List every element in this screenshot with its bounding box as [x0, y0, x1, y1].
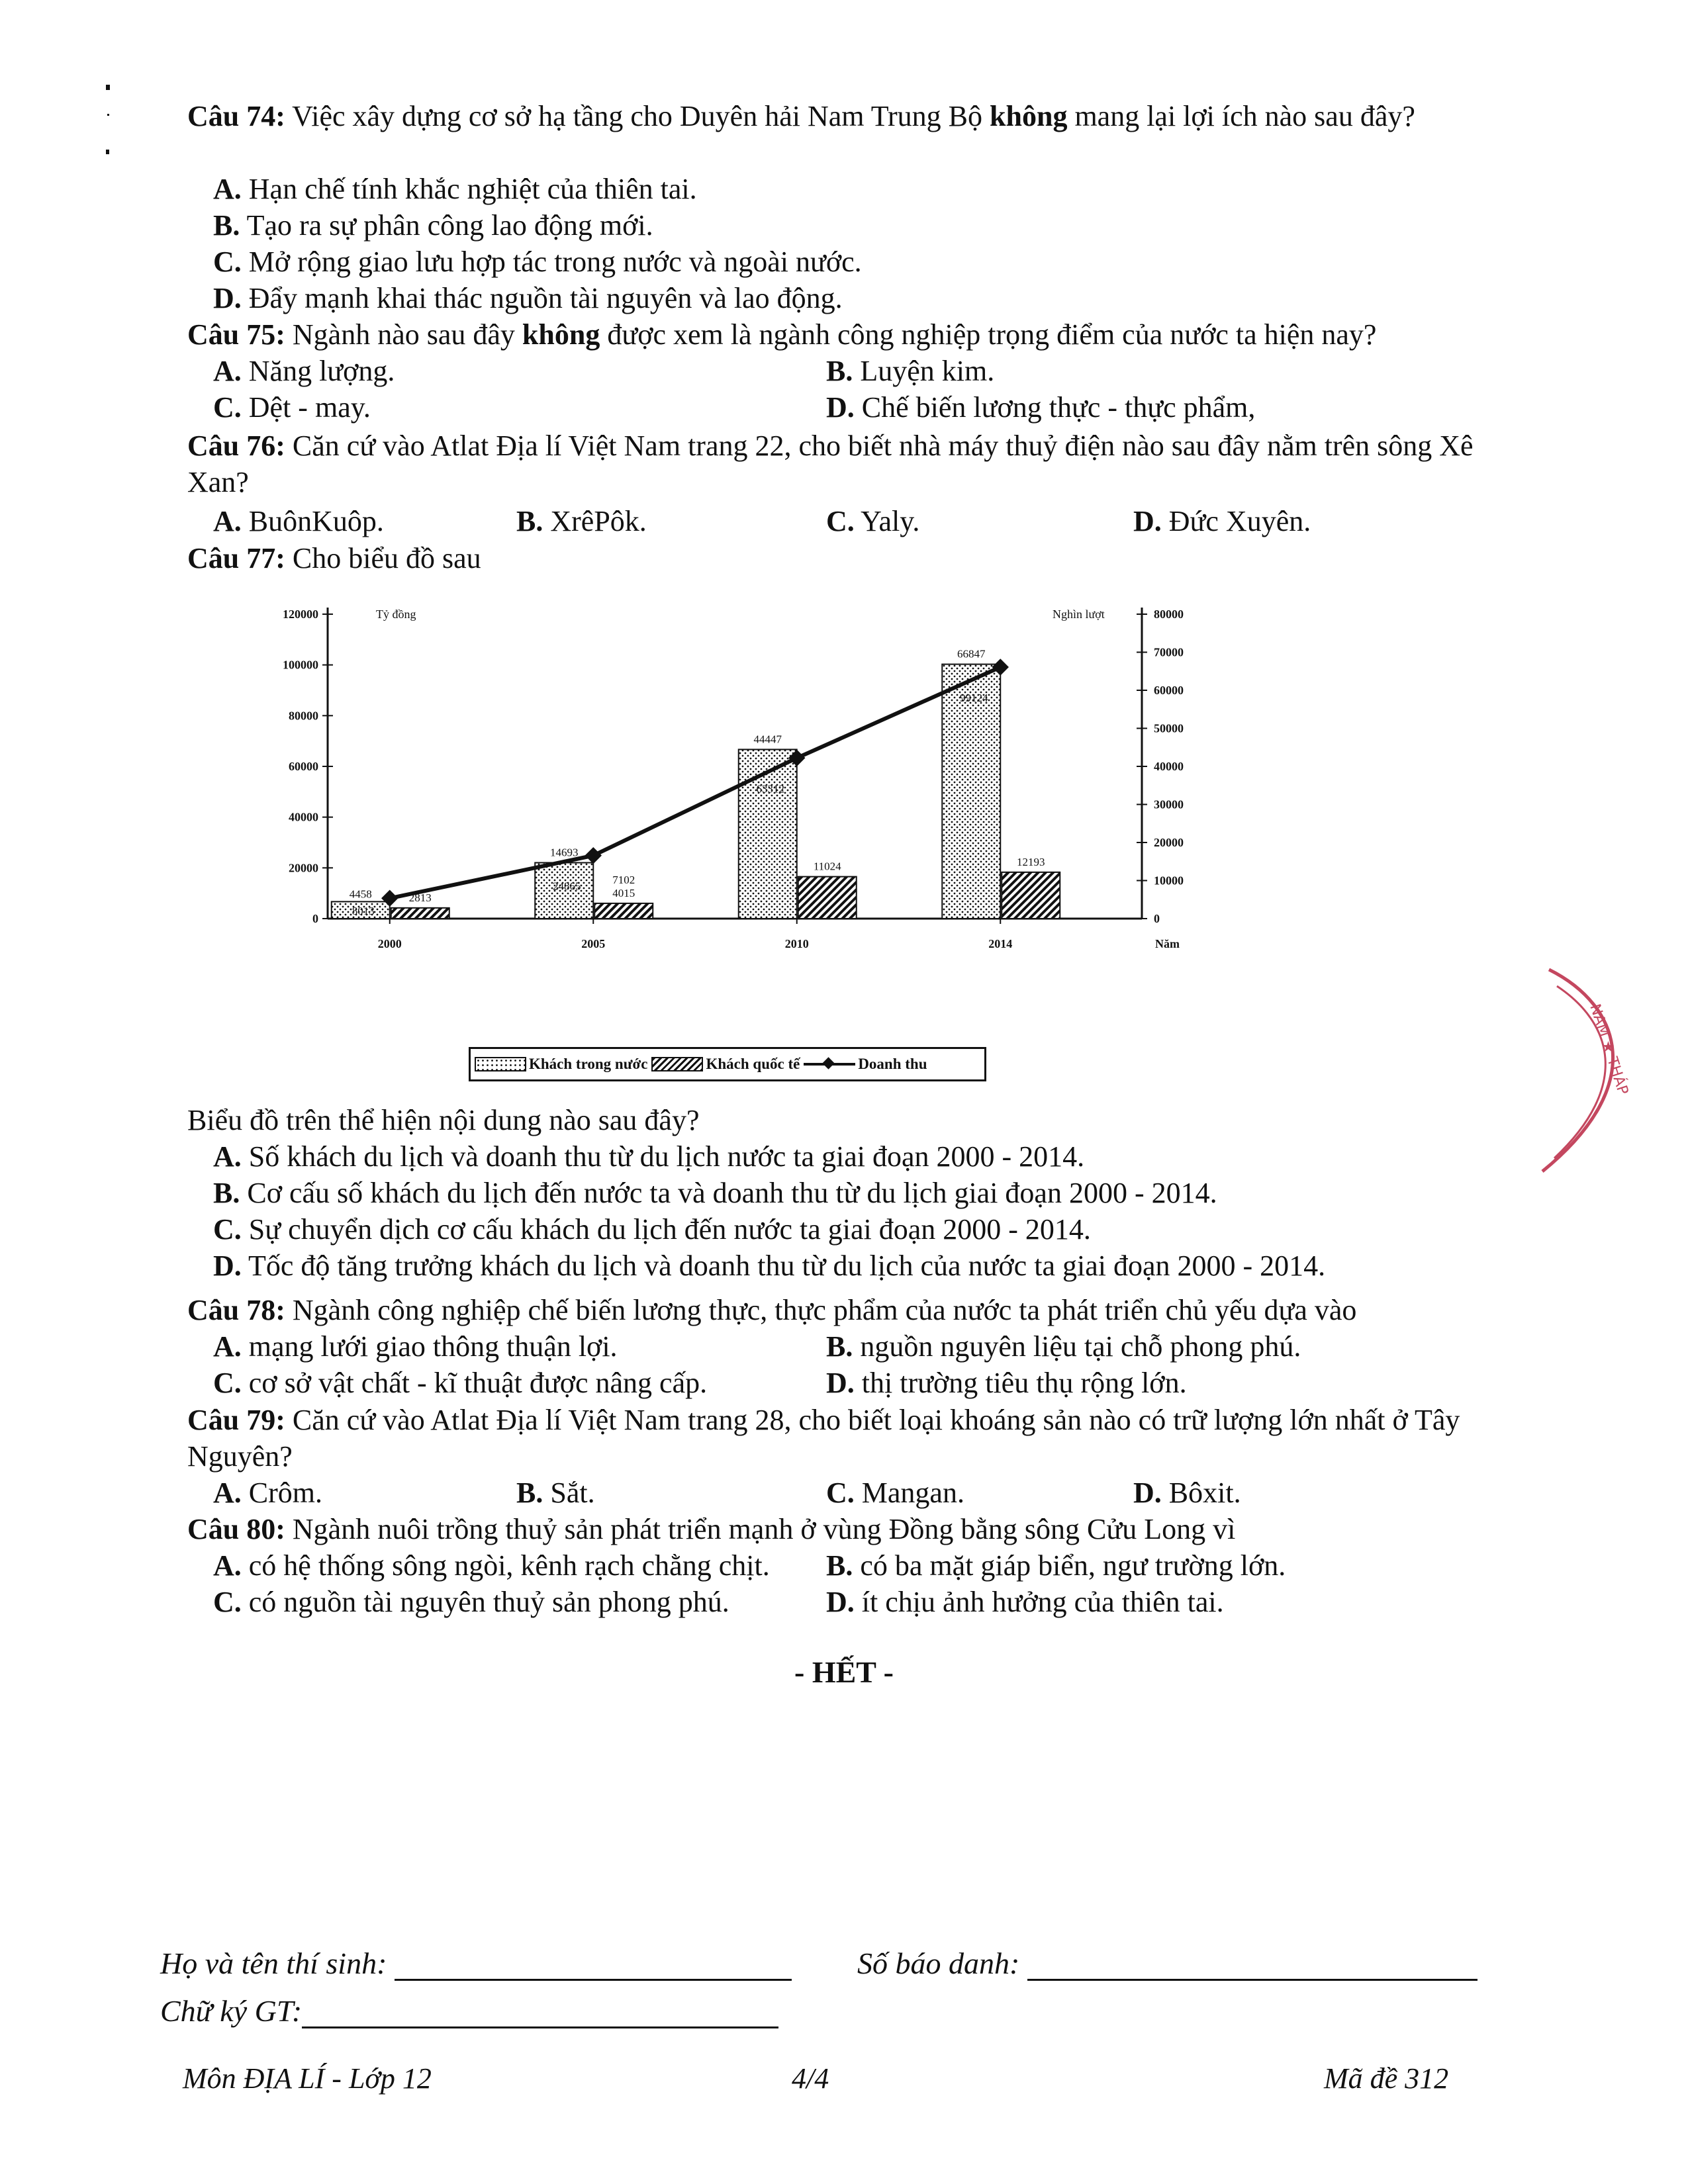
right-tick-label: 60000 [1154, 684, 1184, 697]
bar-khach-quoc-te [798, 877, 857, 919]
left-tick-label: 100000 [283, 658, 318, 672]
legend-swatch-hatch [651, 1057, 703, 1071]
question-75: Câu 75: Ngành nào sau đây không được xem là ngành công nghiệp trọng điểm của nước ta hiện nay? [187, 318, 1377, 351]
right-tick-label: 70000 [1154, 645, 1184, 659]
q77-option-b[interactable]: B. Cơ cấu số khách du lịch đến nước ta và doanh thu từ du lịch giai đoạn 2000 - 2014. [213, 1177, 1217, 1209]
question-76: Câu 76: Căn cứ vào Atlat Địa lí Việt Nam trang 22, cho biết nhà máy thuỷ điện nào sau đây nằm trên sông Xê Xan? [187, 430, 1474, 498]
legend-swatch-line [804, 1057, 855, 1071]
bar-label-trong-nuoc: 4458 [349, 887, 372, 901]
bar-label-quoc-te: 12193 [1017, 855, 1045, 868]
end-marker: - HẾT - [794, 1655, 894, 1689]
tourism-chart [265, 596, 1192, 966]
q80-option-b[interactable]: B. có ba mặt giáp biển, ngư trường lớn. [826, 1549, 1286, 1582]
q75-option-c[interactable]: C. Dệt - may. [213, 391, 371, 424]
right-tick-label: 50000 [1154, 721, 1184, 735]
q79-option-d[interactable]: D. Bôxit. [1133, 1477, 1241, 1509]
q74-option-a[interactable]: A. Hạn chế tính khắc nghiệt của thiên tai. [213, 173, 697, 205]
q76-option-d[interactable]: D. Đức Xuyên. [1133, 505, 1311, 537]
bar-label-trong-nuoc: 14693 [550, 846, 579, 859]
extra-label: 7102 [612, 873, 635, 886]
question-77-prompt: Biểu đồ trên thể hiện nội dung nào sau đây? [187, 1104, 700, 1136]
x-axis-unit: Năm [1155, 937, 1180, 950]
left-tick-label: 0 [312, 912, 318, 925]
margin-dot [106, 85, 110, 90]
chart-legend [469, 1047, 986, 1081]
left-tick-label: 80000 [289, 709, 318, 723]
x-tick-label: 2000 [377, 937, 402, 950]
bar-label-quoc-te: 2813 [408, 891, 432, 904]
q74-option-d[interactable]: D. Đẩy mạnh khai thác nguồn tài nguyên và lao động. [213, 282, 843, 314]
q78-option-b[interactable]: B. nguồn nguyên liệu tại chỗ phong phú. [826, 1330, 1301, 1363]
bar-khach-quoc-te [1002, 872, 1060, 919]
x-tick-label: 2005 [581, 937, 606, 950]
exam-code: Mã đề 312 [1324, 2062, 1449, 2095]
margin-dot [106, 150, 109, 154]
subject-label: Môn ĐỊA LÍ - Lớp 12 [183, 2062, 432, 2095]
line-label-doanh-thu: 63312 [756, 782, 784, 796]
bar-label-quoc-te: 11024 [813, 860, 841, 873]
q77-option-a[interactable]: A. Số khách du lịch và doanh thu từ du lịch nước ta giai đoạn 2000 - 2014. [213, 1140, 1085, 1173]
school-stamp [1536, 960, 1655, 1178]
left-tick-label: 40000 [289, 810, 318, 824]
candidate-name-field[interactable]: Họ và tên thí sinh: [160, 1946, 792, 1981]
chart-area [265, 596, 1192, 966]
question-label: Câu 74: [187, 100, 285, 132]
candidate-id-field[interactable]: Số báo danh: [857, 1946, 1477, 1981]
signature-underline[interactable] [302, 2000, 778, 2028]
proctor-signature-field[interactable]: Chữ ký GT: [160, 1993, 778, 2028]
q77-option-c[interactable]: C. Sự chuyển dịch cơ cấu khách du lịch đến nước ta giai đoạn 2000 - 2014. [213, 1213, 1091, 1246]
line-label-doanh-thu: 8013 [352, 905, 375, 917]
stamp-text: NAM ★ THÁP [1586, 1002, 1632, 1097]
line-label-doanh-thu: 24865 [553, 880, 581, 893]
question-79: Câu 79: Căn cứ vào Atlat Địa lí Việt Nam trang 28, cho biết loại khoáng sản nào có trữ lượng lớn nhất ở Tây Nguyên? [187, 1404, 1460, 1473]
bar-khach-quoc-te [594, 903, 653, 919]
q74-option-c[interactable]: C. Mở rộng giao lưu hợp tác trong nước và ngoài nước. [213, 246, 862, 278]
legend-item: Khách quốc tế [651, 1056, 800, 1073]
right-tick-label: 40000 [1154, 760, 1184, 773]
question-77: Câu 77: Cho biểu đồ sau [187, 542, 481, 574]
question-80: Câu 80: Ngành nuôi trồng thuỷ sản phát triển mạnh ở vùng Đồng bằng sông Cửu Long vì [187, 1513, 1236, 1545]
question-74: Câu 74: Việc xây dựng cơ sở hạ tầng cho Duyên hải Nam Trung Bộ không mang lại lợi ích nào sau đây? [187, 100, 1415, 132]
q80-option-c[interactable]: C. có nguồn tài nguyên thuỷ sản phong phú. [213, 1586, 729, 1618]
q75-option-b[interactable]: B. Luyện kim. [826, 355, 995, 387]
q75-option-d[interactable]: D. Chế biến lương thực - thực phẩm, [826, 391, 1256, 424]
q78-option-a[interactable]: A. mạng lưới giao thông thuận lợi. [213, 1330, 618, 1363]
left-axis-title: Tỷ đồng [376, 608, 416, 621]
q80-option-d[interactable]: D. ít chịu ảnh hưởng của thiên tai. [826, 1586, 1224, 1618]
margin-dot [107, 114, 109, 116]
id-underline[interactable] [1027, 1952, 1477, 1981]
left-tick-label: 120000 [283, 608, 318, 621]
right-tick-label: 30000 [1154, 797, 1184, 811]
q74-option-b[interactable]: B. Tạo ra sự phân công lao động mới. [213, 209, 653, 242]
right-tick-label: 80000 [1154, 608, 1184, 621]
left-tick-label: 20000 [289, 861, 318, 875]
revenue-marker [585, 847, 602, 864]
q79-option-b[interactable]: B. Sắt. [516, 1477, 595, 1509]
right-tick-label: 20000 [1154, 836, 1184, 849]
right-tick-label: 10000 [1154, 874, 1184, 887]
right-axis-title: Nghìn lượt [1053, 608, 1105, 621]
q76-option-c[interactable]: C. Yaly. [826, 505, 920, 537]
legend-item: Doanh thu [804, 1056, 927, 1073]
name-underline[interactable] [395, 1952, 792, 1981]
question-78: Câu 78: Ngành công nghiệp chế biến lương thực, thực phẩm của nước ta phát triển chủ yếu dựa vào [187, 1294, 1357, 1326]
right-tick-label: 0 [1154, 912, 1160, 925]
legend-swatch-dots [475, 1057, 526, 1071]
bar-label-trong-nuoc: 66847 [957, 647, 986, 660]
bar-label-quoc-te: 4015 [612, 886, 635, 899]
x-tick-label: 2014 [988, 937, 1013, 950]
q75-option-a[interactable]: A. Năng lượng. [213, 355, 395, 387]
q79-option-a[interactable]: A. Crôm. [213, 1477, 323, 1509]
legend-item: Khách trong nước [475, 1056, 647, 1073]
bar-khach-trong-nuoc [739, 749, 797, 919]
left-tick-label: 60000 [289, 760, 318, 773]
x-tick-label: 2010 [784, 937, 809, 950]
page-number: 4/4 [792, 2062, 829, 2095]
q76-option-b[interactable]: B. XrêPôk. [516, 505, 647, 537]
q77-option-d[interactable]: D. Tốc độ tăng trưởng khách du lịch và doanh thu từ du lịch của nước ta giai đoạn 2000 - 2014. [213, 1250, 1326, 1282]
revenue-line [390, 667, 1001, 898]
bar-label-trong-nuoc: 44447 [753, 733, 782, 746]
q76-option-a[interactable]: A. BuônKuôp. [213, 505, 384, 537]
q78-option-c[interactable]: C. cơ sở vật chất - kĩ thuật được nâng cấp. [213, 1367, 708, 1399]
q78-option-d[interactable]: D. thị trường tiêu thụ rộng lớn. [826, 1367, 1187, 1399]
q79-option-c[interactable]: C. Mangan. [826, 1477, 964, 1509]
q80-option-a[interactable]: A. có hệ thống sông ngòi, kênh rạch chằng chịt. [213, 1549, 770, 1582]
line-label-doanh-thu: 99124 [960, 692, 988, 705]
bar-khach-quoc-te [391, 908, 449, 919]
